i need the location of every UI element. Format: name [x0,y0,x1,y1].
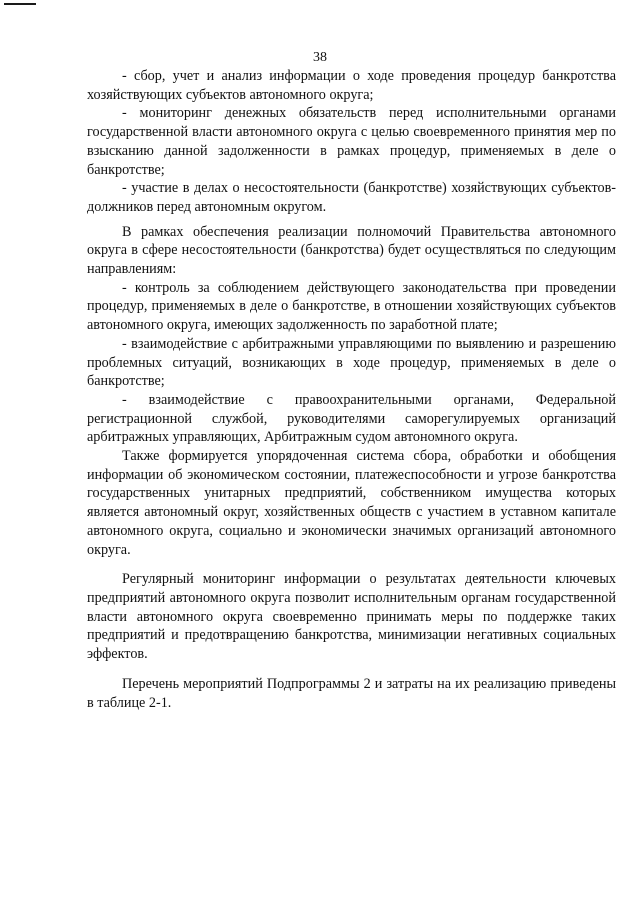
bullet-legislation-control: - контроль за соблюдением действующего законодательства при проведении процедур, применяемых в деле о банкротстве, в отношении хозяйствующих субъектов автономного округа, имеющих задолженность по заработной плате; [87,279,616,334]
paragraph-activities-list: Перечень мероприятий Подпрограммы 2 и затраты на их реализацию приведены в таблице 2-1. [87,675,616,711]
paragraph-information-system: Также формируется упорядоченная система сбора, обработки и обобщения информации об экономическом состоянии, платежеспособности и угрозе банкротства государственных унитарных предприятий, собственником имущества которых является автономный округ, хозяйственных обществ с участием в уставном капитале автономного округа, социально и экономически значимых организаций автономного округа. [87,448,616,558]
document-body [87,67,616,712]
bullet-arbitration-managers: - взаимодействие с арбитражными управляющими по выявлению и разрешению проблемных ситуаций, возникающих в ходе процедур, применяемых в деле о банкротстве; [87,335,616,390]
bullet-participation-cases: - участие в делах о несостоятельности (банкротстве) хозяйствующих субъектов-должников перед автономным округом. [87,180,616,215]
paragraph-regular-monitoring: Регулярный мониторинг информации о результатах деятельности ключевых предприятий автономного округа позволит исполнительным органам государственной власти автономного округа своевременно принимать меры по поддержке таких предприятий и предотвращению банкротства, минимизации негативных социальных эффектов. [87,571,616,663]
top-edge-line [4,3,36,5]
page-number: 38 [313,50,327,65]
bullet-collection-analysis: - сбор, учет и анализ информации о ходе проведения процедур банкротства хозяйствующих субъектов автономного округа; [87,68,616,103]
bullet-law-enforcement: - взаимодействие с правоохранительными органами, Федеральной регистрационной службой, руководителями саморегулируемых организаций арбитражных управляющих, Арбитражным судом автономного округа. [87,391,616,446]
paragraph-directions-intro: В рамках обеспечения реализации полномочий Правительства автономного округа в сфере несостоятельности (банкротства) будет осуществляться по следующим направлениям: [87,223,616,278]
bullet-monitoring-obligations: - мониторинг денежных обязательств перед исполнительными органами государственной власти автономного округа с целью своевременного принятия мер по взысканию данной задолженности в рамках процедур, применяемых в деле о банкротстве; [87,105,616,178]
